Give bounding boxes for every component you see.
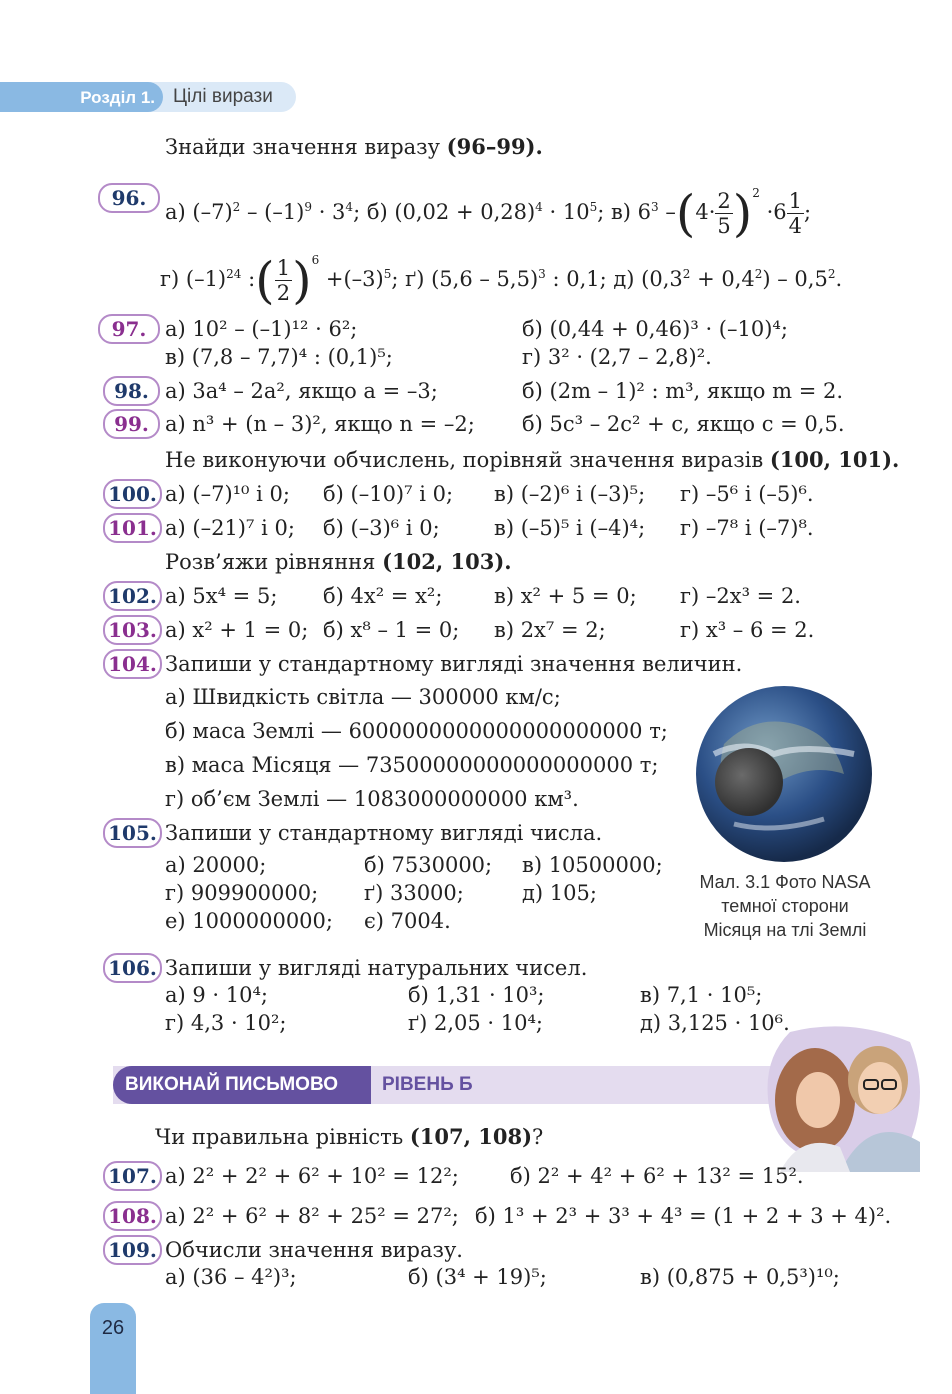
- text: +(–3): [319, 267, 384, 291]
- problem-105-e: ґ) 33000;: [364, 881, 464, 905]
- text: а) (–7): [165, 200, 233, 224]
- problem-106-c: в) 7,1 · 10⁵;: [640, 983, 763, 1007]
- text: · 10: [542, 200, 590, 224]
- text: ; б) (0,02 + 0,28): [353, 200, 536, 224]
- denominator: 5: [717, 214, 731, 238]
- problem-97-c: в) (7,8 – 7,7)⁴ : (0,1)⁵;: [165, 345, 393, 369]
- exp: 2: [752, 186, 760, 200]
- problem-105-a: а) 20000;: [165, 853, 267, 877]
- text: :: [241, 267, 256, 291]
- earth-moon-photo: [694, 684, 874, 864]
- problem-96-line2: [160, 247, 843, 310]
- problem-number-97: 97.: [98, 314, 160, 344]
- exp: 2: [827, 267, 836, 281]
- numerator: 1: [788, 189, 803, 213]
- intro-range: (100, 101).: [769, 447, 900, 472]
- problem-105-d: г) 909900000;: [165, 881, 319, 905]
- exp: 3: [651, 200, 659, 214]
- exp: 6: [311, 253, 320, 267]
- text: –: [658, 200, 676, 224]
- denominator: 4: [788, 214, 803, 238]
- problem-107-a: а) 2² + 2² + 6² + 10² = 12²;: [165, 1164, 459, 1188]
- exp: 5: [589, 200, 598, 214]
- problem-101-a: а) (–21)⁷ і 0;: [165, 516, 295, 540]
- problem-98-b: б) (2m – 1)² : m³, якщо m = 2.: [522, 379, 844, 403]
- chapter-title: Цілі вирази: [173, 86, 273, 107]
- intro-107-108: [155, 1124, 543, 1149]
- problem-109-text: Обчисли значення виразу.: [165, 1238, 463, 1262]
- text: + 0,4: [690, 267, 755, 291]
- text: 4·: [695, 200, 716, 224]
- fraction: [275, 256, 292, 305]
- intro-100-101: [165, 447, 899, 472]
- problem-108-b: б) 1³ + 2³ + 3³ + 4³ = (1 + 2 + 3 + 4)².: [475, 1204, 892, 1228]
- problem-100-c: в) (–2)⁶ і (–3)⁵;: [494, 482, 646, 506]
- problem-103-a: а) x² + 1 = 0;: [165, 618, 309, 642]
- problem-number-109: 109.: [103, 1235, 162, 1265]
- problem-106-e: ґ) 2,05 · 10⁴;: [408, 1011, 543, 1035]
- page-number-tab: [90, 1303, 136, 1394]
- denominator: 2: [276, 281, 291, 305]
- problem-104-c: в) маса Місяця — 73500000000000000000 т;: [165, 753, 659, 777]
- problem-105-g: е) 1000000000;: [165, 909, 333, 933]
- problem-105-b: б) 7530000;: [364, 853, 493, 877]
- problem-105-h: є) 7004.: [364, 909, 451, 933]
- intro-text: Розв’яжи рівняння: [165, 550, 383, 574]
- paren: ): [292, 251, 312, 310]
- text: ; ґ) (5,6 – 5,5): [391, 267, 539, 291]
- exp: 4: [535, 200, 543, 214]
- text: ) – 0,5: [762, 267, 828, 291]
- text: ;: [804, 200, 812, 224]
- text: ·6: [759, 200, 787, 224]
- paren: (: [675, 184, 696, 243]
- problem-102-c: в) x² + 5 = 0;: [494, 584, 637, 608]
- problem-number-107: 107.: [103, 1161, 162, 1191]
- intro-text: Чи правильна рівність: [155, 1125, 410, 1149]
- problem-101-b: б) (–3)⁶ і 0;: [323, 516, 440, 540]
- numerator: 1: [276, 256, 291, 280]
- problem-104-b: б) маса Землі — 6000000000000000000000 т;: [165, 719, 668, 743]
- exp: 2: [232, 200, 241, 214]
- fraction: [715, 189, 732, 238]
- text: : 0,1; д) (0,3: [545, 267, 683, 291]
- problem-97-a: а) 10² – (–1)¹² · 6²;: [165, 317, 358, 341]
- intro-range: (107, 108): [409, 1124, 533, 1149]
- section-text: Розділ 1.: [80, 88, 155, 107]
- problem-102-b: б) 4x² = x²;: [323, 584, 443, 608]
- exp: 5: [383, 267, 392, 281]
- problem-107-b: б) 2² + 4² + 6² + 13² = 15².: [510, 1164, 804, 1188]
- problem-104-text: Запиши у стандартному вигляді значення величин.: [165, 652, 743, 676]
- exp: 24: [226, 267, 242, 281]
- problem-109-b: б) (3⁴ + 19)⁵;: [408, 1265, 547, 1289]
- problem-number-108: 108.: [103, 1201, 162, 1231]
- problem-100-b: б) (–10)⁷ і 0;: [323, 482, 454, 506]
- problem-103-d: г) x³ – 6 = 2.: [680, 618, 815, 642]
- problem-103-c: в) 2x⁷ = 2;: [494, 618, 606, 642]
- problem-102-d: г) –2x³ = 2.: [680, 584, 801, 608]
- fraction: [787, 189, 804, 238]
- problem-number-102: 102.: [103, 581, 162, 611]
- problem-number-96: 96.: [98, 183, 160, 213]
- problem-105-c: в) 10500000;: [522, 853, 663, 877]
- problem-number-105: 105.: [103, 818, 162, 848]
- problem-101-c: в) (–5)⁵ і (–4)⁴;: [494, 516, 646, 540]
- paren: ): [732, 184, 753, 243]
- caption-line: Мал. 3.1 Фото NASA: [699, 872, 871, 892]
- problem-number-100: 100.: [103, 479, 162, 509]
- problem-104-d: г) об’єм Землі — 1083000000000 км³.: [165, 787, 579, 811]
- intro-102-103: [165, 549, 512, 574]
- text: ; в) 6: [597, 200, 652, 224]
- page-number: 26: [101, 1317, 125, 1339]
- problem-number-103: 103.: [103, 615, 162, 645]
- problem-100-d: г) –5⁶ і (–5)⁶.: [680, 482, 814, 506]
- paren: (: [255, 251, 275, 310]
- problem-103-b: б) x⁸ – 1 = 0;: [323, 618, 460, 642]
- problem-105-text: Запиши у стандартному вигляді числа.: [165, 821, 603, 845]
- problem-number-106: 106.: [103, 953, 162, 983]
- intro-range: (102, 103).: [382, 549, 512, 574]
- numerator: 2: [717, 189, 731, 213]
- problem-109-c: в) (0,875 + 0,5³)¹⁰;: [640, 1265, 840, 1289]
- problem-109-a: а) (36 – 4²)³;: [165, 1265, 297, 1289]
- photo-caption: [680, 870, 890, 942]
- problem-number-104: 104.: [103, 649, 162, 679]
- problem-105-f: д) 105;: [522, 881, 597, 905]
- problem-99-a: а) n³ + (n – 3)², якщо n = –2;: [165, 412, 475, 436]
- exp: 2: [754, 267, 763, 281]
- text: г) (–1): [160, 267, 227, 291]
- problem-98-a: а) 3a⁴ – 2a², якщо a = –3;: [165, 379, 438, 403]
- problem-96-line1: [165, 180, 812, 243]
- text: .: [835, 267, 843, 291]
- band-label-text: ВИКОНАЙ ПИСЬМОВО: [125, 1074, 338, 1095]
- exp: 9: [304, 200, 313, 214]
- exp: 3: [538, 267, 546, 281]
- students-photo: [760, 1022, 925, 1172]
- problem-number-101: 101.: [103, 513, 162, 543]
- problem-104-a: а) Швидкість світла — 300000 км/с;: [165, 685, 561, 709]
- intro-text: Знайди значення виразу: [165, 135, 447, 159]
- intro-96-99: [165, 134, 543, 159]
- exp: 2: [682, 267, 691, 281]
- problem-97-d: г) 3² · (2,7 – 2,8)².: [522, 345, 712, 369]
- problem-number-99: 99.: [103, 409, 160, 439]
- problem-106-text: Запиши у вигляді натуральних чисел.: [165, 956, 588, 980]
- problem-106-a: а) 9 · 10⁴;: [165, 983, 268, 1007]
- exp: 4: [345, 200, 354, 214]
- text: – (–1): [240, 200, 305, 224]
- problem-101-d: г) –7⁸ і (–7)⁸.: [680, 516, 814, 540]
- caption-line: темної сторони: [721, 896, 849, 916]
- problem-106-f: д) 3,125 · 10⁶.: [640, 1011, 790, 1035]
- intro-text: Не виконуючи обчислень, порівняй значення виразів: [165, 448, 770, 472]
- problem-102-a: а) 5x⁴ = 5;: [165, 584, 278, 608]
- problem-108-a: а) 2² + 6² + 8² + 25² = 27²;: [165, 1204, 459, 1228]
- problem-106-d: г) 4,3 · 10²;: [165, 1011, 287, 1035]
- problem-number-98: 98.: [103, 376, 160, 406]
- problem-99-b: б) 5c³ – 2c² + c, якщо c = 0,5.: [522, 412, 845, 436]
- band-level: РІВЕНЬ Б: [382, 1074, 473, 1095]
- text: · 3: [312, 200, 346, 224]
- problem-100-a: а) (–7)¹⁰ і 0;: [165, 482, 290, 506]
- intro-text: ?: [532, 1125, 544, 1149]
- intro-range: (96–99).: [446, 134, 543, 159]
- band-label: [113, 1066, 371, 1104]
- section-label: [0, 82, 163, 112]
- problem-106-b: б) 1,31 · 10³;: [408, 983, 545, 1007]
- problem-97-b: б) (0,44 + 0,46)³ · (–10)⁴;: [522, 317, 788, 341]
- caption-line: Місяця на тлі Землі: [703, 920, 867, 940]
